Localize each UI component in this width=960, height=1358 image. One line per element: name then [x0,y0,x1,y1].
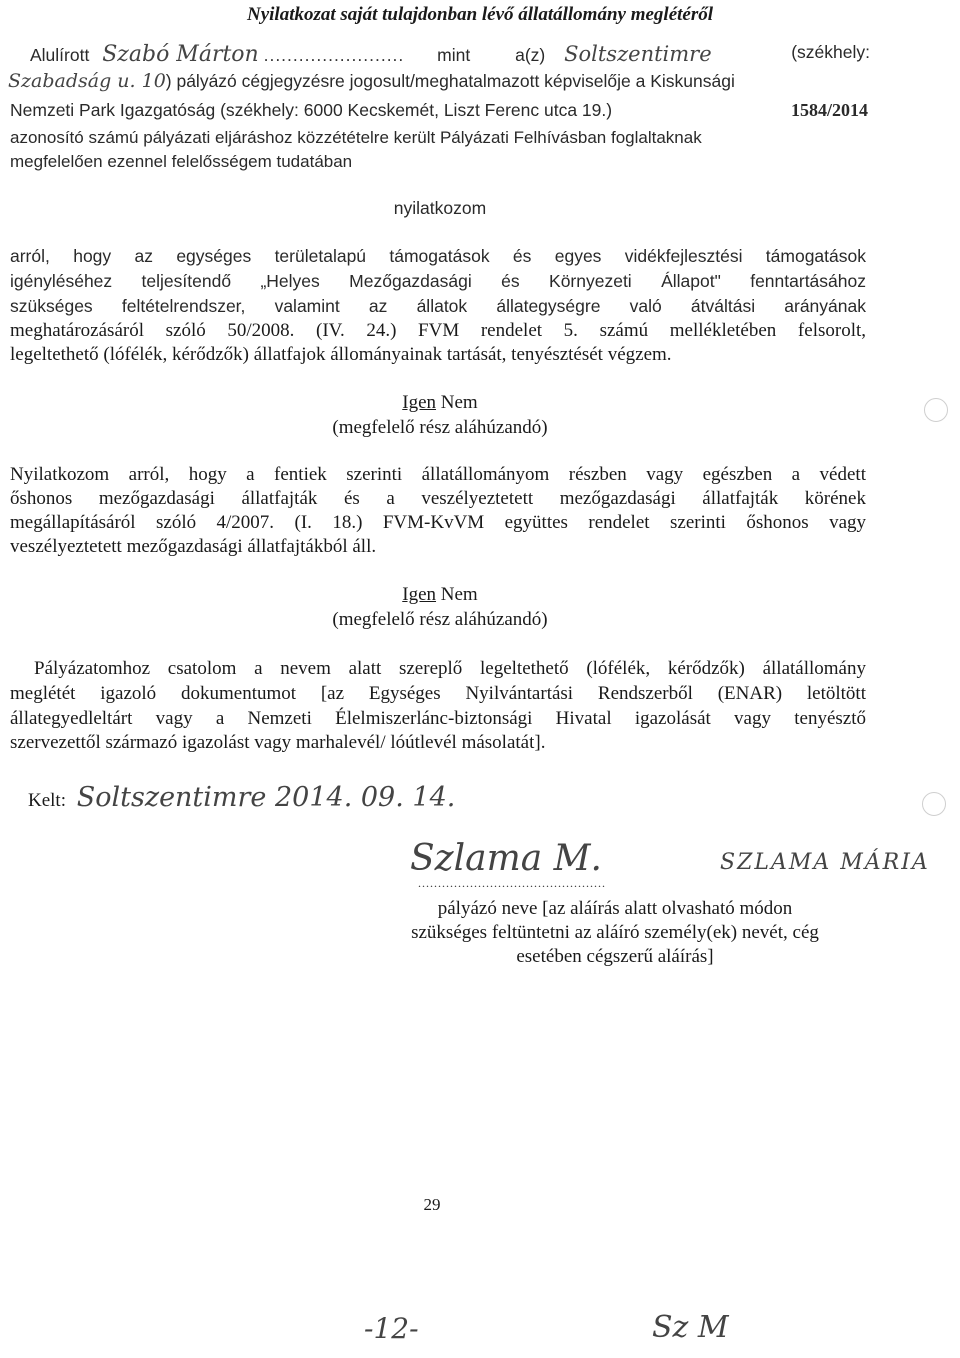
choice1-options [0,392,880,414]
choice1-yes: Igen [402,392,437,413]
intro-line-1 [30,42,870,67]
para1-line-3: szükséges feltételrendszer, valamint az állatok állategységre való átváltási arányának [10,296,866,316]
para2-line-1: Nyilatkozom arról, hogy a fentiek szerinti állatállományom részben vagy egészben a védett [10,464,866,485]
para3-line-3: állategyedleltárt vagy a Nemzeti Élelmiszerlánc-biztonsági Hivatal igazolását vagy tenyésztő [10,708,866,729]
handwritten-company: Soltszentimre [564,42,712,66]
margin-hole-mark [924,398,948,422]
name-dotted-line: ........................ [263,45,405,65]
para2-line-2: őshonos mezőgazdasági állatfajták és a veszélyeztetett mezőgazdasági állatfajták körének [10,488,866,509]
para3-line-2: meglétét igazoló dokumentumot [az Egységes Nyilvántartási Rendszerből (ENAR) letöltött [10,683,866,704]
handwritten-signature: Szlama M. [410,838,602,879]
intro-alulirott: Alulírott [30,45,90,65]
choice2-options [0,584,880,606]
signature-caption-2: szükséges feltüntetni az aláíró személy(ek) nevét, cég [411,922,819,943]
intro-line-5: megfelelően ezennel felelősségem tudatában [10,152,353,171]
para1-line-5: legeltethető (lófélék, kérődzők) állatfajok állományainak tartását, tenyésztését végzem. [10,344,672,365]
intro-mint: mint [437,45,471,65]
intro-line-2 [8,70,868,92]
para2-line-3: megállapításáról szóló 4/2007. (I. 18.) FVM-KvVM együttes rendelet szerinti őshonos vagy [10,512,866,533]
intro-line-4: azonosító számú pályázati eljáráshoz közzétételre került Pályázati Felhívásban foglaltaknak [10,128,702,147]
page-number: 29 [423,1195,441,1214]
declare-heading: nyilatkozom [393,198,487,218]
choice1-note: (megfelelő rész aláhúzandó) [332,417,548,438]
document-title: Nyilatkozat saját tulajdonban lévő állatállomány meglétéről [246,4,714,25]
para3-line-4: szervezettől származó igazolást vagy marhalevél/ lóútlevél másolatát]. [10,732,546,753]
intro-line-3 [10,100,868,121]
intro-line-2-text: ) pályázó cégjegyzésre jogosult/meghatalmazott képviselője a Kiskunsági [165,71,735,91]
para2-line-4: veszélyeztetett mezőgazdasági állatfajtákból áll. [10,536,377,557]
para1-line-4: meghatározásáról szóló 50/2008. (IV. 24.) FVM rendelet 5. számú mellékletében felsorolt, [10,320,866,341]
kelt-label: Kelt: [28,790,66,811]
handwritten-date-place: Soltszentimre 2014. 09. 14. [76,782,456,813]
intro-line-3-text: Nemzeti Park Igazgatóság (székhely: 6000 Kecskemét, Liszt Ferenc utca 19.) [10,100,613,120]
para1-line-2: igényléséhez teljesítendő „Helyes Mezőgazdasági és Környezeti Állapot" fenntartásához [10,271,866,291]
signature-caption-3: esetében cégszerű aláírás] [516,946,714,967]
handwritten-seat: Szabadság u. 10 [8,70,166,92]
choice2-no: Nem [440,584,478,605]
choice1-no: Nem [440,392,478,413]
handwritten-initials: Sz M [652,1310,729,1345]
handwritten-page-mark: -12- [364,1312,419,1345]
intro-az: a(z) [515,45,546,65]
margin-hole-mark-2 [922,792,946,816]
signature-caption-1: pályázó neve [az aláírás alatt olvasható módon [437,898,793,919]
signature-dotted-line: ............................................... [418,876,606,890]
intro-seat-label: (székhely: [791,42,870,62]
handwritten-name: Szabó Márton [102,42,259,67]
kelt-line [28,782,455,813]
choice2-note: (megfelelő rész aláhúzandó) [332,609,548,630]
para3-line-1: Pályázatomhoz csatolom a nevem alatt szereplő legeltethető (lófélék, kérődzők) állatállomány [34,658,866,679]
choice2-yes: Igen [402,584,437,605]
identifier-number: 1584/2014 [790,100,868,120]
para1-line-1: arról, hogy az egységes területalapú támogatások és egyes vidékfejlesztési támogatások [10,246,866,266]
handwritten-printed-name: SZLAMA MÁRIA [720,850,930,875]
